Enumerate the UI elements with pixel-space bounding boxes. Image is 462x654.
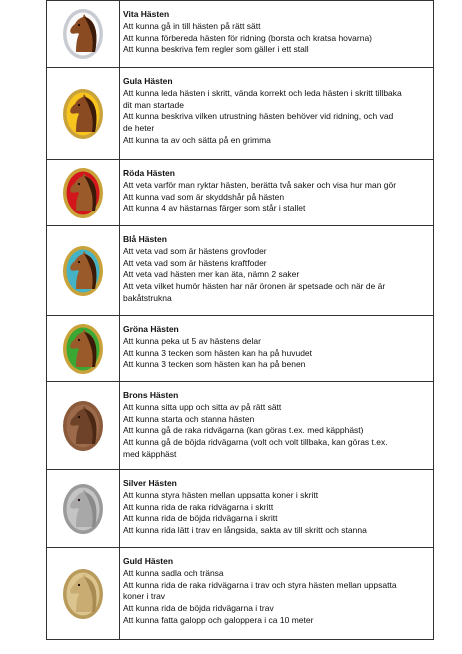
horse-badge-icon	[62, 400, 104, 452]
badge-row-grona	[47, 316, 433, 382]
horse-badge-icon	[62, 8, 104, 60]
requirement-line: Att kunna beskriva fem regler som gäller i ett stall	[123, 44, 309, 55]
requirement-line: med käpphäst	[123, 448, 177, 459]
requirement-line: Att kunna vad som är skyddshår på hästen	[123, 191, 285, 202]
badge-text	[120, 316, 433, 381]
badge-text	[120, 68, 433, 159]
horse-badge-icon	[62, 568, 104, 620]
badge-text	[120, 226, 433, 315]
badge-cell	[47, 226, 120, 315]
badge-text	[120, 160, 433, 225]
badge-text	[120, 382, 433, 469]
badge-title: Blå Hästen	[123, 234, 167, 244]
requirement-line: Att kunna rida de raka ridvägarna i trav och styra hästen mellan uppsatta	[123, 579, 397, 590]
requirement-line: Att kunna starta och stanna hästen	[123, 413, 255, 424]
requirement-line: Att kunna leda hästen i skritt, vända korrekt och leda hästen i skritt tillbaka	[123, 87, 402, 98]
badge-title: Gula Hästen	[123, 76, 173, 86]
badge-title: Gröna Hästen	[123, 324, 179, 334]
badge-text	[120, 548, 433, 639]
requirement-line: Att kunna 3 tecken som hästen kan ha på huvudet	[123, 347, 313, 358]
requirement-line: Att kunna gå de böjda ridvägarna (volt och volt tillbaka, kan göras t.ex.	[123, 437, 388, 448]
badge-title: Guld Hästen	[123, 556, 174, 566]
requirement-line: Att kunna gå in till hästen på rätt sätt	[123, 20, 261, 31]
requirement-line: Att kunna förbereda hästen för ridning (borsta och kratsa hovarna)	[123, 32, 373, 43]
badge-cell	[47, 548, 120, 639]
requirement-line: Att kunna rida lätt i trav en långsida, sakta av till skritt och stanna	[123, 525, 367, 536]
badge-text	[120, 470, 433, 547]
requirement-line: Att kunna sadla och tränsa	[123, 567, 224, 578]
requirement-line: Att kunna rida de raka ridvägarna i skritt	[123, 501, 274, 512]
badge-title: Röda Hästen	[123, 168, 175, 178]
badge-cell	[47, 316, 120, 381]
requirement-line: Att kunna styra hästen mellan uppsatta koner i skritt	[123, 489, 319, 500]
requirement-line: Att veta vad som är hästens kraftfoder	[123, 257, 267, 268]
badge-table	[46, 0, 434, 640]
requirement-line: Att veta varför man ryktar hästen, berätta två saker och visa hur man gör	[123, 179, 397, 190]
requirement-line: Att kunna fatta galopp och galoppera i ca 10 meter	[123, 614, 314, 625]
badge-row-brons	[47, 382, 433, 470]
requirement-line: Att veta vad som är hästens grovfoder	[123, 245, 267, 256]
requirement-line: Att kunna ta av och sätta på en grimma	[123, 134, 271, 145]
horse-badge-icon	[62, 167, 104, 219]
horse-badge-icon	[62, 88, 104, 140]
requirement-line: Att kunna rida de böjda ridvägarna i skritt	[123, 513, 278, 524]
badge-row-roda	[47, 160, 433, 226]
requirement-line: koner i trav	[123, 591, 166, 602]
horse-badge-icon	[62, 245, 104, 297]
badge-cell	[47, 470, 120, 547]
badge-title: Vita Hästen	[123, 9, 170, 19]
badge-text	[120, 1, 433, 67]
badge-cell	[47, 1, 120, 67]
requirement-line: bakåtstrukna	[123, 292, 172, 303]
requirement-line: dit man startade	[123, 99, 184, 110]
requirement-line: Att kunna beskriva vilken utrustning hästen behöver vid ridning, och vad	[123, 111, 394, 122]
requirement-line: de heter	[123, 123, 155, 134]
requirement-line: Att kunna 3 tecken som hästen kan ha på benen	[123, 359, 306, 370]
badge-row-bla	[47, 226, 433, 316]
requirement-line: Att kunna gå de raka ridvägarna (kan göras t.ex. med käpphäst)	[123, 425, 364, 436]
badge-cell	[47, 160, 120, 225]
badge-row-guld	[47, 548, 433, 640]
badge-row-silver	[47, 470, 433, 548]
requirement-line: Att kunna sitta upp och sitta av på rätt sätt	[123, 401, 282, 412]
requirement-line: Att kunna peka ut 5 av hästens delar	[123, 335, 261, 346]
badge-cell	[47, 68, 120, 159]
horse-badge-icon	[62, 483, 104, 535]
badge-cell	[47, 382, 120, 469]
badge-title: Brons Hästen	[123, 390, 179, 400]
badge-title: Silver Hästen	[123, 478, 177, 488]
horse-badge-icon	[62, 323, 104, 375]
requirement-line: Att veta vad hästen mer kan äta, nämn 2 saker	[123, 269, 300, 280]
badge-row-gula	[47, 68, 433, 160]
requirement-line: Att kunna 4 av hästarnas färger som står i stallet	[123, 203, 306, 214]
requirement-line: Att kunna rida de böjda ridvägarna i trav	[123, 603, 274, 614]
badge-row-vita	[47, 0, 433, 68]
requirement-line: Att veta vilket humör hästen har när öronen är spetsade och när de är	[123, 281, 386, 292]
